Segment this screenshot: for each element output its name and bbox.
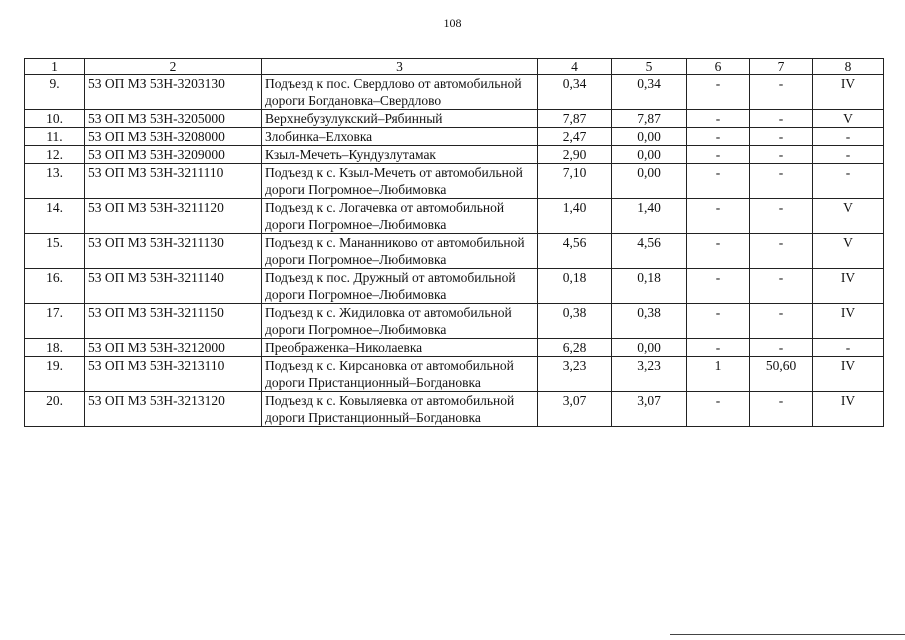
length-total-cell: 7,10 xyxy=(538,164,612,199)
length-total-cell: 0,18 xyxy=(538,269,612,304)
table-row xyxy=(25,304,884,339)
length-cell: 0,00 xyxy=(612,339,687,357)
road-code-cell: 53 ОП МЗ 53Н-3211140 xyxy=(85,269,262,304)
length-cell: 3,07 xyxy=(612,392,687,427)
bridges-length-cell: - xyxy=(750,392,813,427)
road-name-cell: Подъезд к с. Мананниково от автомобильной дороги Погромное–Любимовка xyxy=(262,234,538,269)
length-total-cell: 2,47 xyxy=(538,128,612,146)
header-row xyxy=(25,59,884,75)
table-row xyxy=(25,128,884,146)
column-header: 8 xyxy=(813,59,884,75)
category-cell: V xyxy=(813,199,884,234)
category-cell: IV xyxy=(813,392,884,427)
category-cell: - xyxy=(813,146,884,164)
bridges-length-cell: - xyxy=(750,164,813,199)
table-row xyxy=(25,110,884,128)
length-cell: 0,38 xyxy=(612,304,687,339)
bridges-length-cell: - xyxy=(750,304,813,339)
column-header: 7 xyxy=(750,59,813,75)
page-edge-line xyxy=(670,634,905,635)
road-code-cell: 53 ОП МЗ 53Н-3208000 xyxy=(85,128,262,146)
bridges-length-cell: - xyxy=(750,339,813,357)
road-code-cell: 53 ОП МЗ 53Н-3212000 xyxy=(85,339,262,357)
table-row xyxy=(25,146,884,164)
length-cell: 0,00 xyxy=(612,128,687,146)
length-cell: 0,00 xyxy=(612,164,687,199)
road-code-cell: 53 ОП МЗ 53Н-3213110 xyxy=(85,357,262,392)
bridges-count-cell: - xyxy=(687,75,750,110)
road-name-cell: Верхнебузулукский–Рябинный xyxy=(262,110,538,128)
bridges-length-cell: - xyxy=(750,146,813,164)
row-number-cell: 9. xyxy=(25,75,85,110)
bridges-count-cell: - xyxy=(687,269,750,304)
bridges-count-cell: - xyxy=(687,199,750,234)
category-cell: IV xyxy=(813,304,884,339)
road-name-cell: Подъезд к с. Кирсановка от автомобильной дороги Пристанционный–Богдановка xyxy=(262,357,538,392)
bridges-count-cell: - xyxy=(687,304,750,339)
road-code-cell: 53 ОП МЗ 53Н-3211150 xyxy=(85,304,262,339)
table-row xyxy=(25,199,884,234)
length-total-cell: 0,34 xyxy=(538,75,612,110)
road-code-cell: 53 ОП МЗ 53Н-3203130 xyxy=(85,75,262,110)
table-row xyxy=(25,234,884,269)
column-header: 4 xyxy=(538,59,612,75)
category-cell: V xyxy=(813,234,884,269)
length-cell: 1,40 xyxy=(612,199,687,234)
category-cell: - xyxy=(813,128,884,146)
length-total-cell: 3,23 xyxy=(538,357,612,392)
bridges-count-cell: - xyxy=(687,128,750,146)
bridges-count-cell: - xyxy=(687,110,750,128)
length-total-cell: 3,07 xyxy=(538,392,612,427)
table-row xyxy=(25,164,884,199)
table-row xyxy=(25,392,884,427)
table-row xyxy=(25,339,884,357)
road-code-cell: 53 ОП МЗ 53Н-3213120 xyxy=(85,392,262,427)
table-row xyxy=(25,75,884,110)
road-name-cell: Подъезд к пос. Свердлово от автомобильной дороги Богдановка–Свердлово xyxy=(262,75,538,110)
bridges-length-cell: - xyxy=(750,110,813,128)
length-total-cell: 7,87 xyxy=(538,110,612,128)
category-cell: IV xyxy=(813,269,884,304)
category-cell: V xyxy=(813,110,884,128)
bridges-length-cell: - xyxy=(750,75,813,110)
page-number: 108 xyxy=(443,16,462,30)
road-code-cell: 53 ОП МЗ 53Н-3205000 xyxy=(85,110,262,128)
length-cell: 7,87 xyxy=(612,110,687,128)
length-cell: 0,00 xyxy=(612,146,687,164)
road-code-cell: 53 ОП МЗ 53Н-3209000 xyxy=(85,146,262,164)
bridges-count-cell: - xyxy=(687,146,750,164)
road-code-cell: 53 ОП МЗ 53Н-3211130 xyxy=(85,234,262,269)
row-number-cell: 14. xyxy=(25,199,85,234)
row-number-cell: 20. xyxy=(25,392,85,427)
bridges-count-cell: 1 xyxy=(687,357,750,392)
row-number-cell: 19. xyxy=(25,357,85,392)
road-code-cell: 53 ОП МЗ 53Н-3211110 xyxy=(85,164,262,199)
row-number-cell: 16. xyxy=(25,269,85,304)
bridges-length-cell: - xyxy=(750,128,813,146)
row-number-cell: 13. xyxy=(25,164,85,199)
road-name-cell: Кзыл-Мечеть–Кундузлутамак xyxy=(262,146,538,164)
row-number-cell: 10. xyxy=(25,110,85,128)
roads-table xyxy=(24,58,884,427)
table-row xyxy=(25,357,884,392)
road-code-cell: 53 ОП МЗ 53Н-3211120 xyxy=(85,199,262,234)
road-name-cell: Подъезд к с. Жидиловка от автомобильной дороги Погромное–Любимовка xyxy=(262,304,538,339)
table-row xyxy=(25,269,884,304)
road-name-cell: Подъезд к с. Логачевка от автомобильной дороги Погромное–Любимовка xyxy=(262,199,538,234)
column-header: 1 xyxy=(25,59,85,75)
length-cell: 3,23 xyxy=(612,357,687,392)
bridges-count-cell: - xyxy=(687,164,750,199)
length-total-cell: 6,28 xyxy=(538,339,612,357)
length-total-cell: 2,90 xyxy=(538,146,612,164)
category-cell: - xyxy=(813,164,884,199)
length-total-cell: 1,40 xyxy=(538,199,612,234)
column-header: 2 xyxy=(85,59,262,75)
road-name-cell: Подъезд к пос. Дружный от автомобильной дороги Погромное–Любимовка xyxy=(262,269,538,304)
category-cell: IV xyxy=(813,357,884,392)
length-total-cell: 4,56 xyxy=(538,234,612,269)
bridges-count-cell: - xyxy=(687,392,750,427)
bridges-length-cell: - xyxy=(750,269,813,304)
length-cell: 4,56 xyxy=(612,234,687,269)
length-cell: 0,34 xyxy=(612,75,687,110)
bridges-length-cell: - xyxy=(750,234,813,269)
column-header: 6 xyxy=(687,59,750,75)
bridges-length-cell: 50,60 xyxy=(750,357,813,392)
road-name-cell: Злобинка–Елховка xyxy=(262,128,538,146)
bridges-count-cell: - xyxy=(687,234,750,269)
row-number-cell: 18. xyxy=(25,339,85,357)
category-cell: - xyxy=(813,339,884,357)
row-number-cell: 17. xyxy=(25,304,85,339)
bridges-length-cell: - xyxy=(750,199,813,234)
road-name-cell: Преображенка–Николаевка xyxy=(262,339,538,357)
column-header: 3 xyxy=(262,59,538,75)
row-number-cell: 11. xyxy=(25,128,85,146)
road-name-cell: Подъезд к с. Ковыляевка от автомобильной дороги Пристанционный–Богдановка xyxy=(262,392,538,427)
row-number-cell: 12. xyxy=(25,146,85,164)
length-total-cell: 0,38 xyxy=(538,304,612,339)
column-header: 5 xyxy=(612,59,687,75)
category-cell: IV xyxy=(813,75,884,110)
bridges-count-cell: - xyxy=(687,339,750,357)
length-cell: 0,18 xyxy=(612,269,687,304)
road-name-cell: Подъезд к с. Кзыл-Мечеть от автомобильной дороги Погромное–Любимовка xyxy=(262,164,538,199)
row-number-cell: 15. xyxy=(25,234,85,269)
